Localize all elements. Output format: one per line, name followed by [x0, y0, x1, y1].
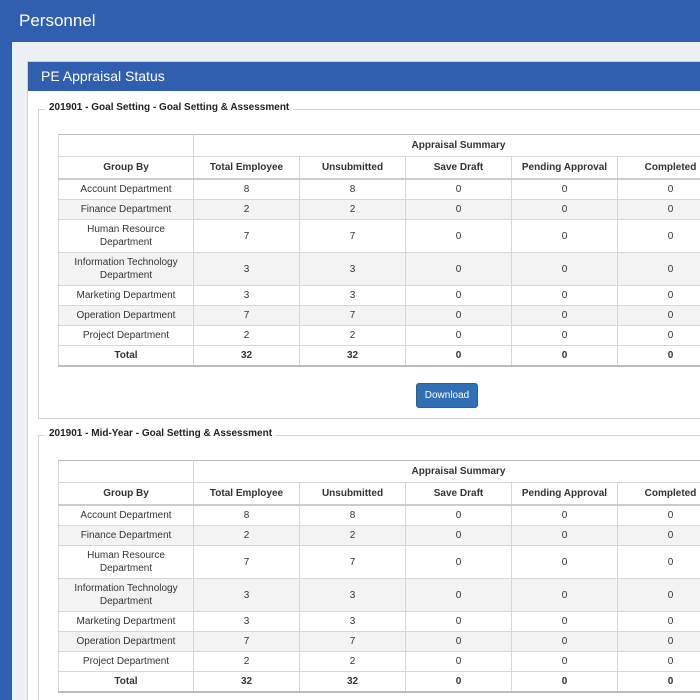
table-cell: 8 [194, 505, 300, 526]
table-cell: 0 [618, 526, 700, 546]
column-header: Pending Approval [512, 483, 618, 506]
table-cell: 0 [618, 612, 700, 632]
table-cell: 8 [300, 505, 406, 526]
table-caption: Appraisal Summary [194, 461, 700, 483]
table-cell: 3 [300, 286, 406, 306]
mid-year-section [38, 428, 700, 700]
total-row [59, 346, 700, 367]
table-cell: 0 [618, 179, 700, 200]
table-cell: 0 [406, 546, 512, 579]
table-cell: 2 [300, 326, 406, 346]
table-cell: 0 [406, 632, 512, 652]
table-cell: Total [59, 346, 194, 367]
table-cell: 0 [406, 346, 512, 367]
table-cell: 0 [406, 612, 512, 632]
table-cell: 3 [194, 612, 300, 632]
table-cell: 0 [512, 546, 618, 579]
table-row [59, 546, 700, 579]
column-header: Group By [59, 157, 194, 180]
table-cell: 7 [300, 632, 406, 652]
table-cell: 0 [618, 346, 700, 367]
table-cell: 0 [618, 253, 700, 286]
table-cell: 2 [194, 652, 300, 672]
table-cell: 2 [300, 526, 406, 546]
column-header: Pending Approval [512, 157, 618, 180]
table-cell: 0 [618, 632, 700, 652]
table-row [59, 505, 700, 526]
table-cell: 3 [300, 579, 406, 612]
department-name: Operation Department [59, 306, 194, 326]
table-cell: 3 [300, 612, 406, 632]
table-cell: 0 [512, 579, 618, 612]
table-row [59, 632, 700, 652]
table-cell: 0 [618, 672, 700, 693]
table-cell: 0 [618, 505, 700, 526]
table-cell: 0 [406, 286, 512, 306]
department-name: Human Resource Department [59, 546, 194, 579]
table-cell: 0 [406, 326, 512, 346]
table-row [59, 253, 700, 286]
table-row [59, 200, 700, 220]
table-cell: 0 [618, 579, 700, 612]
table-cell: 0 [406, 672, 512, 693]
table-cell: 0 [406, 220, 512, 253]
table-cell: 0 [406, 306, 512, 326]
table-cell: 2 [194, 526, 300, 546]
goal-setting-section [38, 102, 700, 419]
table-cell: 0 [512, 253, 618, 286]
department-name: Marketing Department [59, 612, 194, 632]
table-cell: 7 [194, 546, 300, 579]
section-legend: 201901 - Goal Setting - Goal Setting & Assessment [45, 102, 293, 113]
table-row [59, 286, 700, 306]
table-cell: 32 [194, 346, 300, 367]
table-row [59, 306, 700, 326]
column-header: Total Employee [194, 157, 300, 180]
table-cell: 0 [618, 200, 700, 220]
table-cell: 32 [300, 346, 406, 367]
table-cell: 0 [406, 652, 512, 672]
table-caption: Appraisal Summary [194, 135, 700, 157]
table-cell: 0 [512, 286, 618, 306]
department-name: Finance Department [59, 200, 194, 220]
department-name: Finance Department [59, 526, 194, 546]
table-cell: 0 [512, 306, 618, 326]
table-cell: 3 [194, 579, 300, 612]
column-header: Save Draft [406, 483, 512, 506]
department-name: Account Department [59, 505, 194, 526]
table-cell: 7 [300, 546, 406, 579]
table-cell: 32 [194, 672, 300, 693]
download-button[interactable]: Download [416, 383, 478, 408]
panel-header [28, 62, 700, 91]
table-cell: 3 [300, 253, 406, 286]
column-header: Unsubmitted [300, 483, 406, 506]
table-cell: 0 [512, 612, 618, 632]
appraisal-summary-table [58, 460, 700, 693]
department-name: Account Department [59, 179, 194, 200]
section-legend: 201901 - Mid-Year - Goal Setting & Assessment [45, 428, 276, 439]
total-row [59, 672, 700, 693]
table-row [59, 526, 700, 546]
department-name: Human Resource Department [59, 220, 194, 253]
table-cell: 8 [300, 179, 406, 200]
table-cell: 0 [512, 220, 618, 253]
table-row [59, 326, 700, 346]
top-bar [0, 0, 700, 42]
table-cell: 0 [512, 179, 618, 200]
table-cell: 0 [618, 220, 700, 253]
department-name: Marketing Department [59, 286, 194, 306]
appraisal-summary-table [58, 134, 700, 367]
table-row [59, 179, 700, 200]
table-cell: 0 [512, 652, 618, 672]
column-header: Group By [59, 483, 194, 506]
app-title: Personnel [19, 11, 96, 30]
table-cell: 32 [300, 672, 406, 693]
table-cell: 0 [618, 546, 700, 579]
table-cell: 0 [512, 672, 618, 693]
column-header: Total Employee [194, 483, 300, 506]
table-cell: 2 [194, 200, 300, 220]
table-cell: 2 [300, 200, 406, 220]
table-empty-corner [59, 461, 194, 483]
table-cell: 0 [406, 526, 512, 546]
table-cell: 2 [300, 652, 406, 672]
main-content [12, 42, 700, 700]
department-name: Operation Department [59, 632, 194, 652]
table-cell: 0 [406, 179, 512, 200]
table-cell: 0 [512, 505, 618, 526]
table-cell: 0 [406, 200, 512, 220]
table-cell: 8 [194, 179, 300, 200]
table-cell: 2 [194, 326, 300, 346]
table-cell: 3 [194, 253, 300, 286]
table-cell: 0 [406, 505, 512, 526]
table-cell: 7 [194, 632, 300, 652]
table-cell: 0 [406, 253, 512, 286]
table-row [59, 220, 700, 253]
department-name: Project Department [59, 326, 194, 346]
table-cell: 7 [194, 220, 300, 253]
table-row [59, 652, 700, 672]
table-cell: 0 [512, 200, 618, 220]
table-cell: 0 [618, 306, 700, 326]
department-name: Project Department [59, 652, 194, 672]
table-cell: 0 [618, 326, 700, 346]
panel-title: PE Appraisal Status [41, 68, 165, 84]
appraisal-status-panel [27, 61, 700, 700]
table-cell: 7 [194, 306, 300, 326]
column-header: Completed [618, 157, 700, 180]
table-row [59, 612, 700, 632]
table-cell: 7 [300, 220, 406, 253]
table-cell: 3 [194, 286, 300, 306]
table-cell: 0 [512, 632, 618, 652]
table-cell: 0 [406, 579, 512, 612]
table-row [59, 579, 700, 612]
table-cell: 0 [618, 652, 700, 672]
department-name: Information Technology Department [59, 253, 194, 286]
table-cell: 0 [618, 286, 700, 306]
table-empty-corner [59, 135, 194, 157]
department-name: Information Technology Department [59, 579, 194, 612]
column-header: Completed [618, 483, 700, 506]
table-cell: 0 [512, 326, 618, 346]
table-cell: Total [59, 672, 194, 693]
column-header: Save Draft [406, 157, 512, 180]
column-header: Unsubmitted [300, 157, 406, 180]
table-cell: 0 [512, 346, 618, 367]
table-cell: 7 [300, 306, 406, 326]
table-cell: 0 [512, 526, 618, 546]
